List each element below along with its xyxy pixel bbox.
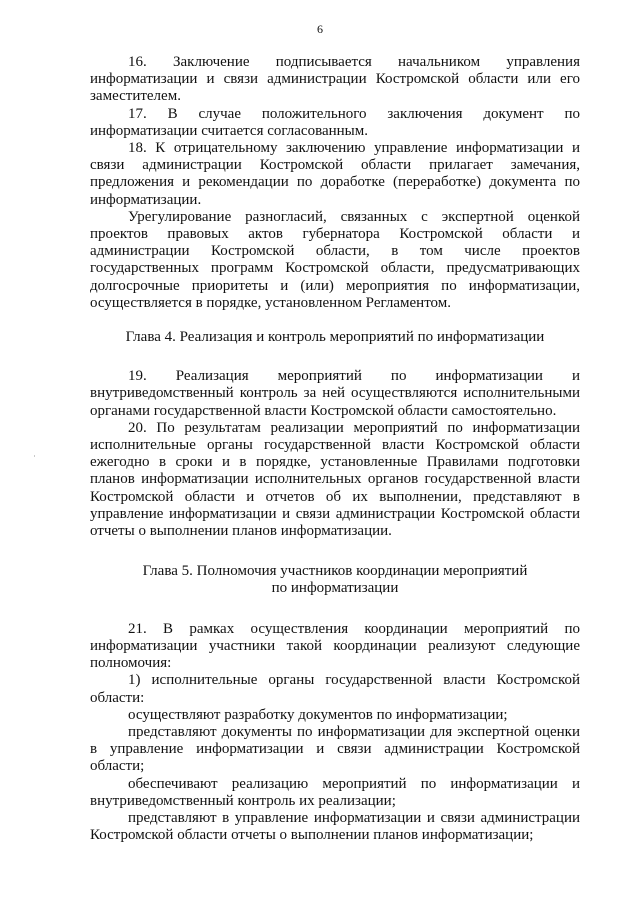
paragraph-21-item-1: 1) исполнительные органы государственной власти Костромской области: (90, 672, 580, 706)
chapter-5-heading-line-2: по информатизации (271, 580, 399, 597)
paragraph-19: 19. Реализация мероприятий по информатизации и внутриведомственный контроль за ней осуществляются исполнительными органами государственной власти Костромской области самостоятельно. (90, 368, 580, 419)
paragraph-16: 16. Заключение подписывается начальником управления информатизации и связи администрации Костромской области или его заместителем. (90, 54, 580, 105)
paragraph-17: 17. В случае положительного заключения документ по информатизации считается согласованным. (90, 105, 580, 139)
scan-margin-mark (34, 455, 35, 457)
chapter-5-heading (90, 563, 580, 597)
paragraph-21-develop-documents: осуществляют разработку документов по информатизации; (128, 706, 508, 723)
paragraph-21: 21. В рамках осуществления координации мероприятий по информатизации участники такой координации реализуют следующие полномочия: (90, 620, 580, 672)
paragraph-18-disagreements: Урегулирование разногласий, связанных с экспертной оценкой проектов правовых актов губернатора Костромской области и администрации Костромской области, в том числе проектов государственных программ Костромской области, предусматривающих долгосрочные приоритеты и (или) мероприятия по информатизации, осуществляется в порядке, установленном Регламентом. (90, 208, 580, 311)
paragraph-21-ensure-implementation: обеспечивают реализацию мероприятий по информатизации и внутриведомственный контроль их реализации; (90, 775, 580, 809)
paragraph-20: 20. По результатам реализации мероприятий по информатизации исполнительные органы государственной власти Костромской области ежегодно в сроки и в порядке, установленные Правилами подготовки планов информатизации исполнительных органов государственной власти Костромской области и отчетов об их выполнении, представляют в управление информатизации и связи администрации Костромской области отчеты о выполнении планов информатизации. (90, 419, 580, 540)
chapter-5-heading-line-1: Глава 5. Полномочия участников координации мероприятий (142, 563, 528, 580)
page-number: 6 (317, 22, 323, 36)
paragraph-21-submit-for-review: представляют документы по информатизации для экспертной оценки в управление информатизации и связи администрации Костромской области; (90, 723, 580, 775)
document-body (90, 54, 580, 844)
paragraph-21-submit-reports: представляют в управление информатизации и связи администрации Костромской области отчеты о выполнении планов информатизации; (90, 809, 580, 844)
paragraph-18: 18. К отрицательному заключению управление информатизации и связи администрации Костромской области прилагает замечания, предложения и рекомендации по доработке (переработке) документа по информатизации. (90, 140, 580, 208)
chapter-4-heading: Глава 4. Реализация и контроль мероприятий по информатизации (125, 329, 545, 346)
